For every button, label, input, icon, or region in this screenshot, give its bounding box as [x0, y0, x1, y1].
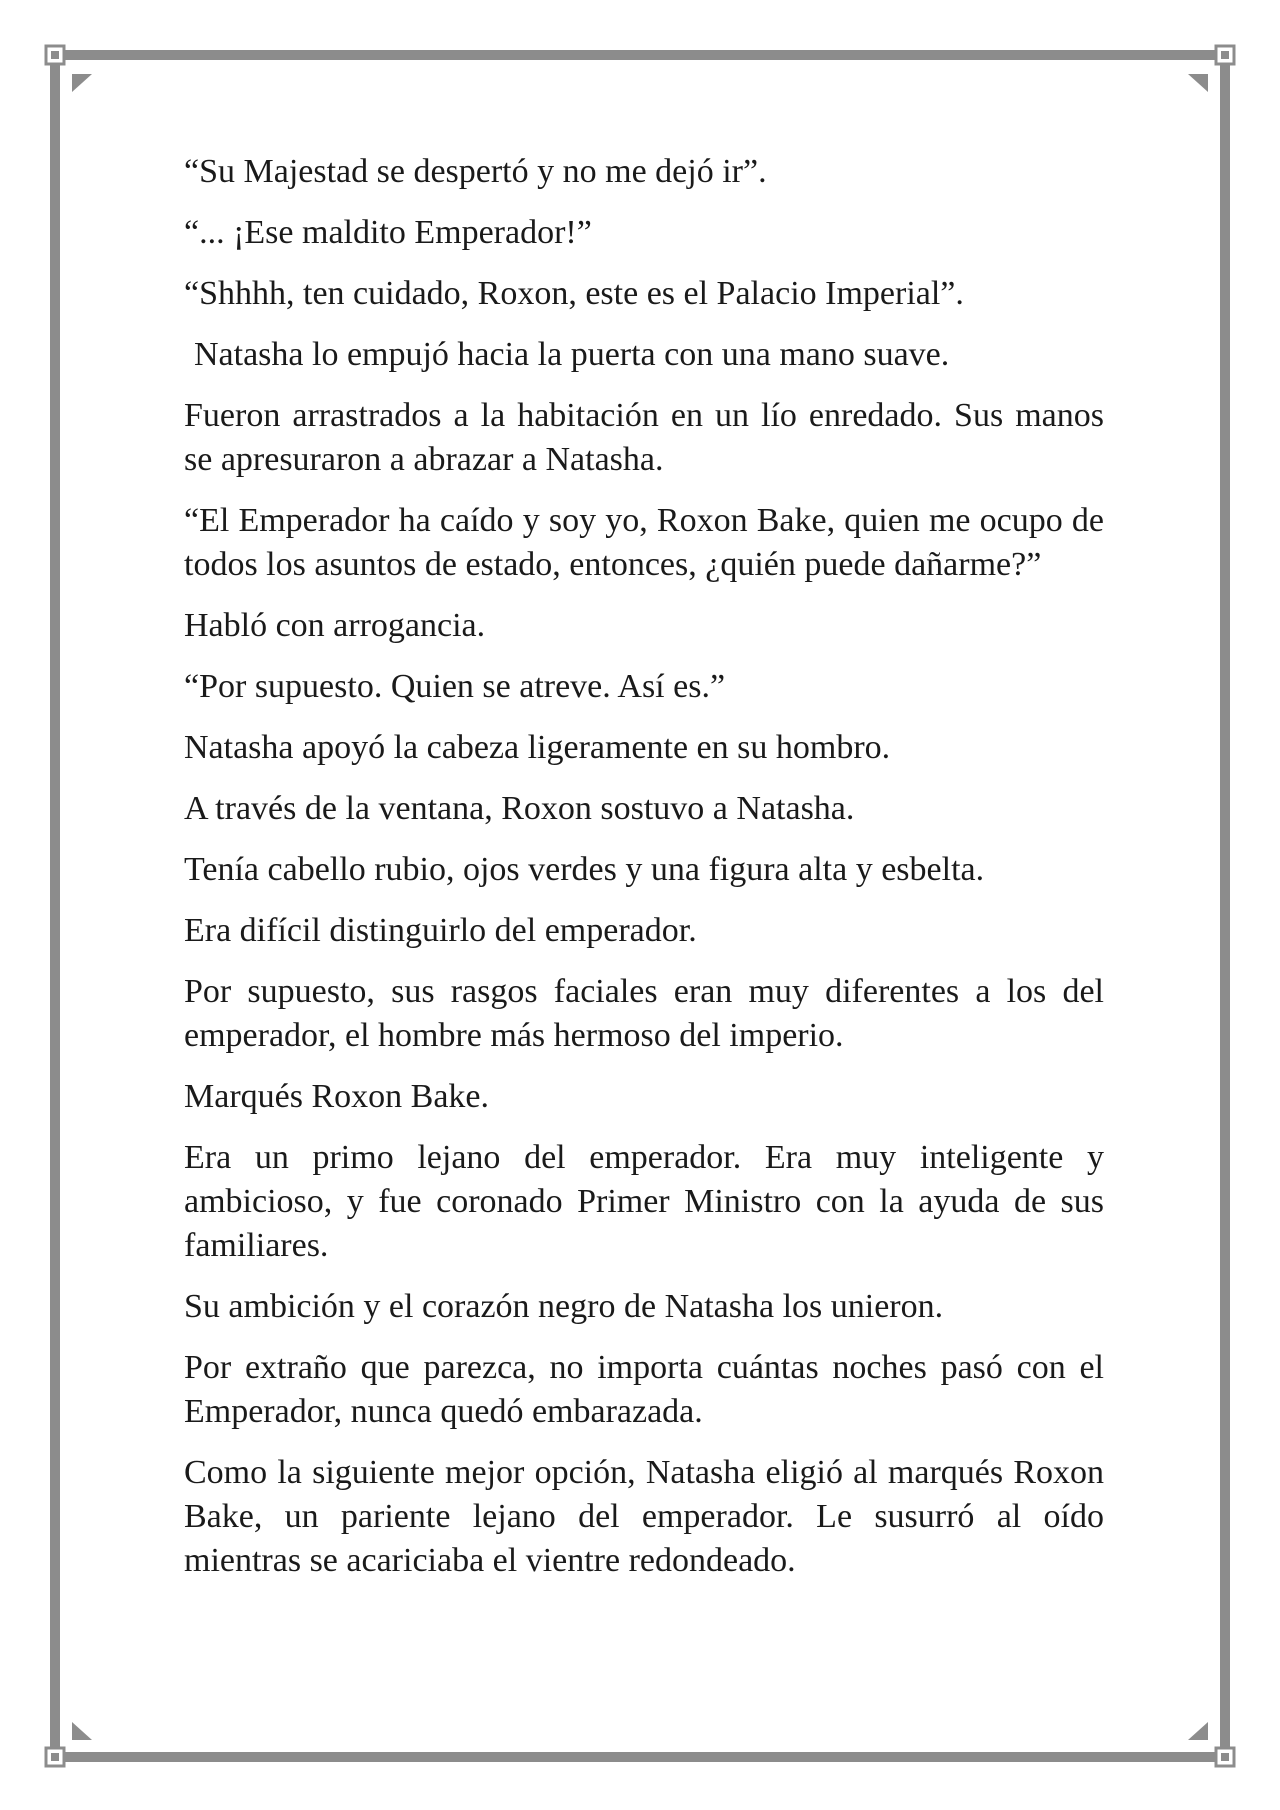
paragraph: Habló con arrogancia.: [184, 607, 486, 644]
document-body: [184, 150, 1104, 1600]
paragraph: Su ambición y el corazón negro de Natasha los unieron.: [184, 1288, 944, 1325]
paragraph: Por supuesto, sus rasgos faciales eran muy diferentes a los del emperador, el hombre más hermoso del imperio.: [184, 973, 1104, 1054]
paragraph: Fueron arrastrados a la habitación en un lío enredado. Sus manos se apresuraron a abrazar a Natasha.: [184, 397, 1104, 478]
paragraph: “Su Majestad se despertó y no me dejó ir”.: [184, 153, 767, 190]
paragraph: Marqués Roxon Bake.: [184, 1078, 490, 1115]
paragraph: “Por supuesto. Quien se atreve. Así es.”: [184, 668, 726, 705]
paragraph: Natasha lo empujó hacia la puerta con una mano suave.: [194, 336, 950, 373]
paragraph: Era difícil distinguirlo del emperador.: [184, 912, 697, 949]
paragraph: Era un primo lejano del emperador. Era muy inteligente y ambicioso, y fue coronado Primer Ministro con la ayuda de sus familiares.: [184, 1139, 1104, 1264]
paragraph: “... ¡Ese maldito Emperador!”: [184, 214, 592, 251]
paragraph: A través de la ventana, Roxon sostuvo a Natasha.: [184, 790, 855, 827]
paragraph: Tenía cabello rubio, ojos verdes y una figura alta y esbelta.: [184, 851, 985, 888]
paragraph: “El Emperador ha caído y soy yo, Roxon Bake, quien me ocupo de todos los asuntos de estado, entonces, ¿quién puede dañarme?”: [184, 502, 1104, 583]
paragraph: Natasha apoyó la cabeza ligeramente en su hombro.: [184, 729, 891, 766]
paragraph: Como la siguiente mejor opción, Natasha eligió al marqués Roxon Bake, un pariente lejano del emperador. Le susurró al oído mientras se acariciaba el vientre redondeado.: [184, 1454, 1104, 1579]
paragraph: Por extraño que parezca, no importa cuántas noches pasó con el Emperador, nunca quedó embarazada.: [184, 1349, 1104, 1430]
paragraph: “Shhhh, ten cuidado, Roxon, este es el Palacio Imperial”.: [184, 275, 964, 312]
